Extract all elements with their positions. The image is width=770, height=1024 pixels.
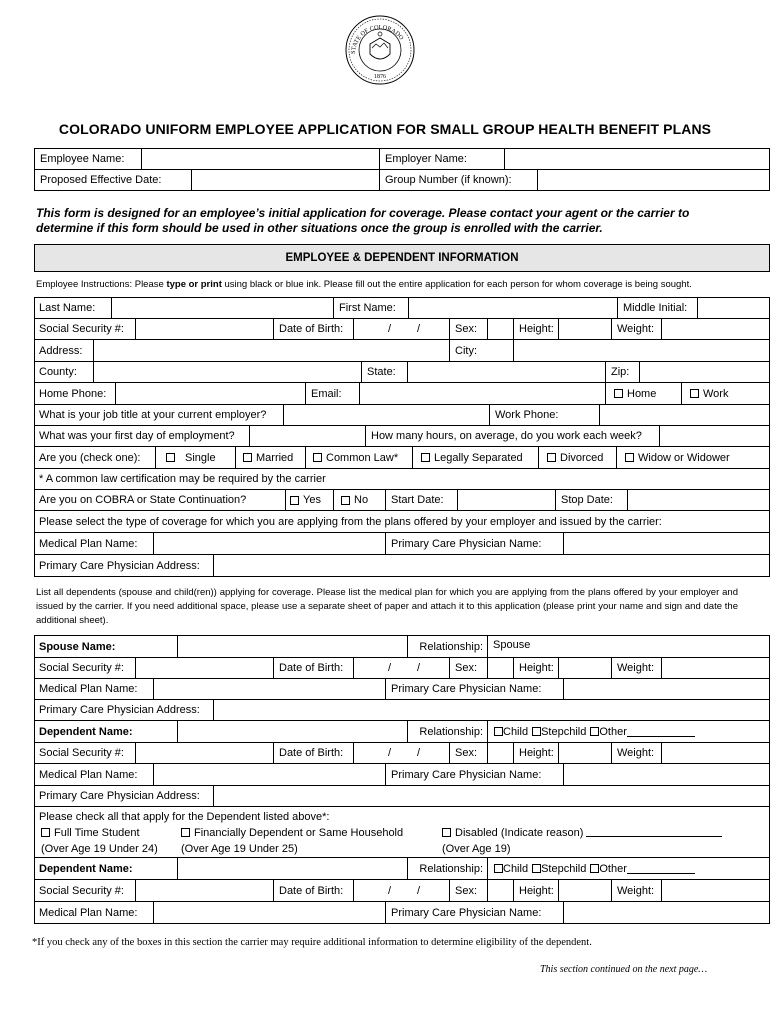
height-field[interactable] (559, 319, 612, 340)
spouse-ssn-field[interactable] (136, 658, 274, 679)
stepchild2-checkbox[interactable] (532, 864, 541, 873)
cobra-yes-label: Yes (303, 494, 321, 506)
instructions-prefix: Employee Instructions: Please (36, 279, 167, 290)
dependent2-dob-slash-2: / (417, 884, 421, 897)
first-day-field[interactable] (250, 426, 366, 447)
spouse-pcp-address-field[interactable] (214, 700, 769, 721)
dependent-pcp-name-field[interactable] (564, 764, 769, 786)
spouse-sex-label: Sex: (450, 658, 488, 679)
city-field[interactable] (514, 340, 769, 362)
zip-field[interactable] (640, 362, 769, 383)
dob-slash-1: / (387, 323, 391, 335)
effective-date-field[interactable] (192, 170, 380, 191)
divorced-checkbox[interactable] (547, 453, 556, 462)
footnote: *If you check any of the boxes in this section the carrier may require additional information to determine eligibility of the dependent. (32, 937, 592, 948)
stepchild-checkbox[interactable] (532, 727, 541, 736)
other2-label: Other (599, 862, 627, 875)
county-label: County: (34, 362, 94, 383)
state-seal-icon (344, 14, 416, 86)
sex-field[interactable] (488, 319, 514, 340)
work-phone-label: Work Phone: (490, 405, 600, 426)
child-label: Child (503, 725, 529, 738)
age-full-time: (Over Age 19 Under 24) (41, 843, 158, 855)
first-name-field[interactable] (409, 298, 618, 319)
group-number-label: Group Number (if known): (380, 170, 538, 191)
hours-field[interactable] (660, 426, 769, 447)
spouse-name-field[interactable] (178, 636, 408, 658)
instructions-suffix: using black or blue ink. Please fill out the entire application for each person for whom coverage is being sought. (221, 279, 692, 290)
dependent-medical-plan-field[interactable] (154, 764, 386, 786)
child2-checkbox[interactable] (494, 864, 503, 873)
cobra-no-label: No (354, 494, 369, 506)
full-time-option[interactable] (41, 825, 140, 841)
child-checkbox[interactable] (494, 727, 503, 736)
employee-name-field[interactable] (142, 148, 380, 170)
home-checkbox-option[interactable] (606, 383, 682, 405)
spouse-name-label (34, 636, 178, 658)
spouse-relationship-label: Relationship: (408, 636, 488, 658)
spouse-medical-plan-field[interactable] (154, 679, 386, 700)
dependent-pcp-address-field[interactable] (214, 786, 769, 807)
dependent2-relationship-options (488, 858, 769, 880)
medical-plan-label: Medical Plan Name: (34, 533, 154, 555)
dependent2-height-field[interactable] (559, 880, 612, 902)
marital-married[interactable] (236, 447, 306, 469)
dependent2-weight-label: Weight: (612, 880, 662, 902)
cobra-question: Are you on COBRA or State Continuation? (34, 490, 286, 511)
county-field[interactable] (94, 362, 362, 383)
other-label: Other (599, 725, 627, 738)
dependent-ssn-field[interactable] (136, 743, 274, 764)
other-fill-line[interactable] (627, 727, 695, 737)
start-date-label: Start Date: (386, 490, 458, 511)
work-checkbox[interactable] (690, 389, 699, 398)
spouse-medical-plan-label: Medical Plan Name: (34, 679, 154, 700)
cobra-no-checkbox[interactable] (341, 496, 350, 505)
stepchild-label: Stepchild (541, 725, 587, 738)
address-field[interactable] (94, 340, 450, 362)
dependent-name-text: Dependent Name: (39, 725, 133, 738)
seal-text: STATE OF COLORADO (349, 23, 405, 55)
spouse-sex-field[interactable] (488, 658, 514, 679)
single-checkbox[interactable] (166, 453, 175, 462)
dependent-pcp-address-label: Primary Care Physician Address: (34, 786, 214, 807)
hours-label: How many hours, on average, do you work each week? (366, 426, 660, 447)
marital-single[interactable] (156, 447, 236, 469)
spouse-pcp-name-field[interactable] (564, 679, 769, 700)
dependent-dob-field[interactable] (354, 743, 450, 764)
dependent2-name-label (34, 858, 178, 880)
dependent-pcp-name-label: Primary Care Physician Name: (386, 764, 564, 786)
employee-name-label: Employee Name: (34, 148, 142, 170)
start-date-field[interactable] (458, 490, 556, 511)
dependent2-pcp-name-field[interactable] (564, 902, 769, 923)
pcp-address-field[interactable] (214, 555, 769, 576)
age-disabled: (Over Age 19) (442, 843, 511, 855)
pcp-name-label: Primary Care Physician Name: (386, 533, 564, 555)
zip-label: Zip: (606, 362, 640, 383)
dob-label: Date of Birth: (274, 319, 354, 340)
sex-label: Sex: (450, 319, 488, 340)
form-title: COLORADO UNIFORM EMPLOYEE APPLICATION FOR SMALL GROUP HEALTH BENEFIT PLANS (58, 121, 712, 137)
effective-date-label: Proposed Effective Date: (34, 170, 192, 191)
spouse-dob-field[interactable] (354, 658, 450, 679)
height-label: Height: (514, 319, 559, 340)
common-law-label: Common Law* (326, 451, 399, 464)
home-checkbox[interactable] (614, 389, 623, 398)
middle-initial-label: Middle Initial: (618, 298, 698, 319)
dependent2-weight-field[interactable] (662, 880, 769, 902)
job-title-label: What is your job title at your current employer? (34, 405, 284, 426)
dependent2-height-label: Height: (514, 880, 559, 902)
dependent2-dob-field[interactable] (354, 880, 450, 902)
dependent2-medical-plan-label: Medical Plan Name: (34, 902, 154, 923)
work-phone-field[interactable] (600, 405, 769, 426)
dependent2-ssn-field[interactable] (136, 880, 274, 902)
other2-checkbox[interactable] (590, 864, 599, 873)
marital-widow[interactable] (617, 447, 769, 469)
spouse-height-label: Height: (514, 658, 559, 679)
pcp-address-label: Primary Care Physician Address: (34, 555, 214, 576)
dependent-name-label (34, 721, 178, 743)
other2-fill-line[interactable] (627, 864, 695, 874)
marital-common-law[interactable] (306, 447, 413, 469)
employer-name-label: Employer Name: (380, 148, 505, 170)
employer-name-field[interactable] (505, 148, 770, 170)
home-phone-label: Home Phone: (34, 383, 116, 405)
common-law-note: * A common law certification may be required by the carrier (34, 469, 769, 490)
separated-checkbox[interactable] (421, 453, 430, 462)
widow-checkbox[interactable] (625, 453, 634, 462)
last-name-label: Last Name: (34, 298, 112, 319)
dependent2-sex-label: Sex: (450, 880, 488, 902)
dependent-weight-label: Weight: (612, 743, 662, 764)
dependent2-name-field[interactable] (178, 858, 408, 880)
spouse-pcp-address-label: Primary Care Physician Address: (34, 700, 214, 721)
job-title-field[interactable] (284, 405, 490, 426)
state-field[interactable] (408, 362, 606, 383)
stop-date-field[interactable] (628, 490, 769, 511)
dependent2-name-text: Dependent Name: (39, 862, 133, 875)
age-financial: (Over Age 19 Under 25) (181, 843, 298, 855)
dependent-sex-field[interactable] (488, 743, 514, 764)
disabled-reason-line[interactable] (586, 827, 722, 837)
marital-separated[interactable] (413, 447, 539, 469)
dependent-dob-slash-2: / (417, 747, 421, 759)
email-label: Email: (306, 383, 360, 405)
common-law-checkbox[interactable] (313, 453, 322, 462)
dependent-dob-label: Date of Birth: (274, 743, 354, 764)
marital-question: Are you (check one): (34, 447, 156, 469)
dependent2-dob-label: Date of Birth: (274, 880, 354, 902)
home-label: Home (627, 387, 657, 400)
dependent2-dob-slash-1: / (387, 884, 391, 897)
dependent-sex-label: Sex: (450, 743, 488, 764)
dependent-relationship-options (488, 721, 769, 743)
disabled-checkbox[interactable] (442, 828, 451, 837)
spouse-dob-slash-1: / (387, 662, 391, 674)
coverage-question: Please select the type of coverage for which you are applying from the plans offered by your employer and issued by the carrier: (34, 511, 769, 533)
widow-label: Widow or Widower (638, 451, 730, 464)
dependent-relationship-label: Relationship: (408, 721, 488, 743)
dob-field[interactable] (354, 319, 450, 340)
group-number-field[interactable] (538, 170, 770, 191)
dependents-note: List all dependents (spouse and child(ren)) applying for coverage. Please list the medical plan for which you are applying from the plans offered by your employer and issued by the carrier. If you need additional space, please use a separate sheet of paper and attach it to this application (please print your name and sign and date the additional sheet). (36, 587, 738, 626)
disabled-option[interactable] (442, 825, 722, 841)
dependent-name-field[interactable] (178, 721, 408, 743)
full-time-checkbox[interactable] (41, 828, 50, 837)
employee-instructions (36, 278, 770, 292)
medical-plan-field[interactable] (154, 533, 386, 555)
dependent-status-block (34, 807, 769, 858)
first-day-label: What was your first day of employment? (34, 426, 250, 447)
address-label: Address: (34, 340, 94, 362)
dependent-weight-field[interactable] (662, 743, 769, 764)
spouse-ssn-label: Social Security #: (34, 658, 136, 679)
divorced-label: Divorced (560, 451, 604, 464)
financial-label: Financially Dependent or Same Household (194, 827, 404, 839)
dependent-height-label: Height: (514, 743, 559, 764)
home-phone-field[interactable] (116, 383, 306, 405)
dependent2-sex-field[interactable] (488, 880, 514, 902)
last-name-field[interactable] (112, 298, 334, 319)
disabled-label: Disabled (Indicate reason) (455, 827, 584, 839)
other-checkbox[interactable] (590, 727, 599, 736)
weight-label: Weight: (612, 319, 662, 340)
section-header: EMPLOYEE & DEPENDENT INFORMATION (34, 244, 770, 272)
dependent2-medical-plan-field[interactable] (154, 902, 386, 923)
married-checkbox[interactable] (243, 453, 252, 462)
dependent2-ssn-label: Social Security #: (34, 880, 136, 902)
ssn-field[interactable] (136, 319, 274, 340)
ssn-label: Social Security #: (34, 319, 136, 340)
dependent-height-field[interactable] (559, 743, 612, 764)
spouse-dob-slash-2: / (417, 662, 421, 674)
single-label: Single (185, 451, 216, 464)
stop-date-label: Stop Date: (556, 490, 628, 511)
separated-label: Legally Separated (434, 451, 523, 464)
pcp-name-field[interactable] (564, 533, 769, 555)
state-label: State: (362, 362, 408, 383)
cobra-yes[interactable] (286, 490, 334, 511)
intro-text: This form is designed for an employee’s initial application for coverage. Please contact your agent or the carrier to determine if this form should be used in other situations once the group is enrolled with the carrier. (36, 206, 690, 235)
child2-label: Child (503, 862, 529, 875)
spouse-dob-label: Date of Birth: (274, 658, 354, 679)
spouse-weight-label: Weight: (612, 658, 662, 679)
spouse-height-field[interactable] (559, 658, 612, 679)
spouse-pcp-name-label: Primary Care Physician Name: (386, 679, 564, 700)
dependent-dob-slash-1: / (387, 747, 391, 759)
cobra-no[interactable] (334, 490, 386, 511)
first-name-label: First Name: (334, 298, 409, 319)
continued-note: This section continued on the next page… (540, 964, 708, 975)
marital-divorced[interactable] (539, 447, 617, 469)
spouse-relationship-value: Spouse (488, 636, 769, 658)
seal-year: 1876 (374, 74, 386, 80)
city-label: City: (450, 340, 514, 362)
email-field[interactable] (360, 383, 606, 405)
instructions-bold: type or print (166, 279, 222, 290)
check-all-text: Please check all that apply for the Dependent listed above*: (39, 811, 330, 823)
stepchild2-label: Stepchild (541, 862, 587, 875)
dependent-ssn-label: Social Security #: (34, 743, 136, 764)
spouse-name-text: Spouse Name: (39, 640, 116, 653)
work-checkbox-option[interactable] (682, 383, 769, 405)
financial-checkbox[interactable] (181, 828, 190, 837)
spouse-weight-field[interactable] (662, 658, 769, 679)
work-label: Work (703, 387, 729, 400)
full-time-label: Full Time Student (54, 827, 140, 839)
married-label: Married (256, 451, 294, 464)
financial-option[interactable] (181, 825, 403, 841)
cobra-yes-checkbox[interactable] (290, 496, 299, 505)
middle-initial-field[interactable] (698, 298, 769, 319)
dependent-medical-plan-label: Medical Plan Name: (34, 764, 154, 786)
dob-slash-2: / (417, 323, 421, 335)
weight-field[interactable] (662, 319, 769, 340)
dependent2-relationship-label: Relationship: (408, 858, 488, 880)
dependent2-pcp-name-label: Primary Care Physician Name: (386, 902, 564, 923)
